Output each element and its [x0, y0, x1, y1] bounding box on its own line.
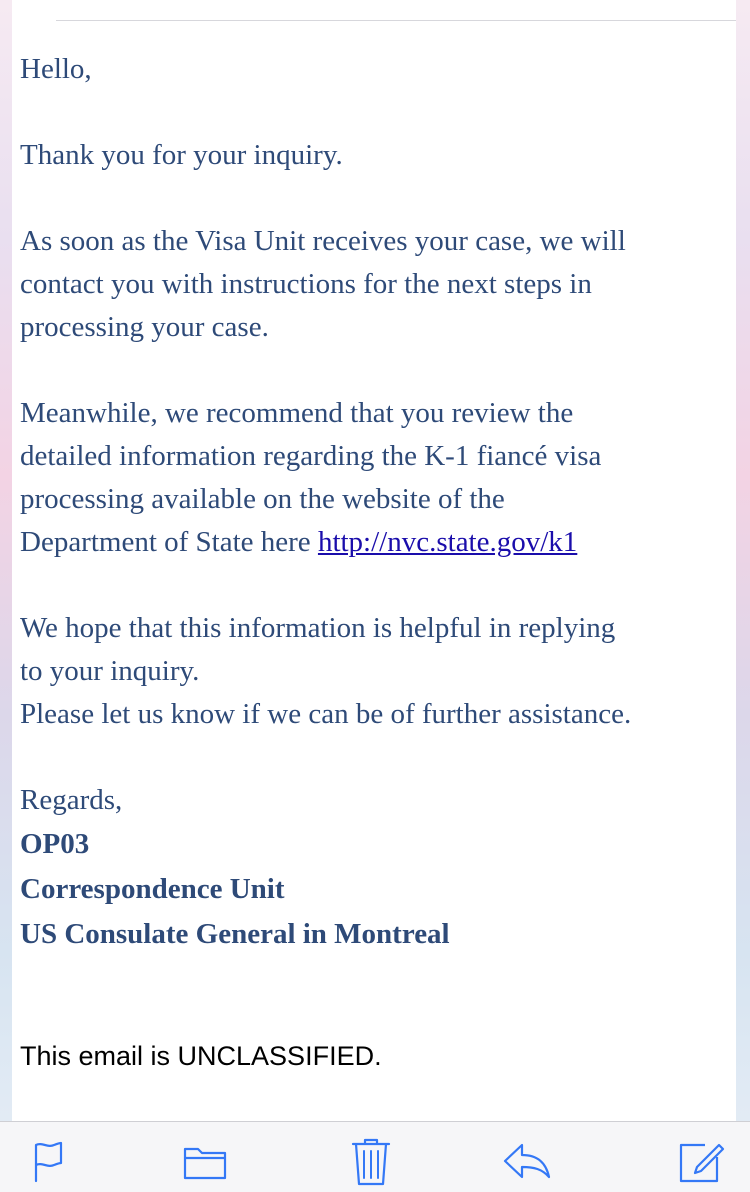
signature-block	[20, 779, 736, 957]
closing-text: Regards,	[20, 784, 123, 816]
email-message	[12, 0, 736, 1121]
recommendation-paragraph	[20, 392, 736, 564]
classification-notice: This email is UNCLASSIFIED.	[20, 1041, 382, 1071]
greeting-text: Hello,	[20, 53, 92, 85]
signature-code: OP03	[20, 828, 90, 860]
reply-icon	[502, 1141, 552, 1181]
recommendation-line-with-link	[20, 521, 736, 564]
greeting-paragraph	[20, 48, 736, 91]
case-line: contact you with instructions for the next steps in	[20, 268, 592, 300]
helpful-line: Please let us know if we can be of further assistance.	[20, 698, 632, 730]
bottom-toolbar	[0, 1121, 750, 1192]
flag-button[interactable]	[22, 1136, 72, 1186]
recommendation-line: detailed information regarding the K-1 fiancé visa	[20, 440, 602, 472]
trash-icon	[351, 1136, 391, 1186]
helpful-line: to your inquiry.	[20, 655, 200, 687]
helpful-line: We hope that this information is helpful in replying	[20, 612, 616, 644]
recommendation-line: Meanwhile, we recommend that you review the	[20, 397, 574, 429]
case-paragraph	[20, 220, 736, 349]
move-to-folder-button[interactable]	[180, 1136, 230, 1186]
reply-button[interactable]	[502, 1136, 552, 1186]
case-line: processing your case.	[20, 311, 269, 343]
helpful-paragraph	[20, 607, 736, 736]
email-body	[20, 48, 736, 957]
signature-unit: Correspondence Unit	[20, 873, 285, 905]
delete-button[interactable]	[346, 1136, 396, 1186]
header-divider	[56, 20, 736, 21]
thanks-text: Thank you for your inquiry.	[20, 139, 343, 171]
compose-button[interactable]	[676, 1136, 726, 1186]
case-line: As soon as the Visa Unit receives your case, we will	[20, 225, 626, 257]
compose-icon	[677, 1137, 725, 1185]
signature-office: US Consulate General in Montreal	[20, 918, 450, 950]
thanks-paragraph	[20, 134, 736, 177]
k1-info-link[interactable]: http://nvc.state.gov/k1	[317, 526, 578, 558]
recommendation-line: processing available on the website of the	[20, 483, 505, 515]
folder-icon	[182, 1141, 228, 1181]
flag-icon	[27, 1139, 67, 1183]
link-prefix-text: Department of State here	[20, 526, 318, 558]
